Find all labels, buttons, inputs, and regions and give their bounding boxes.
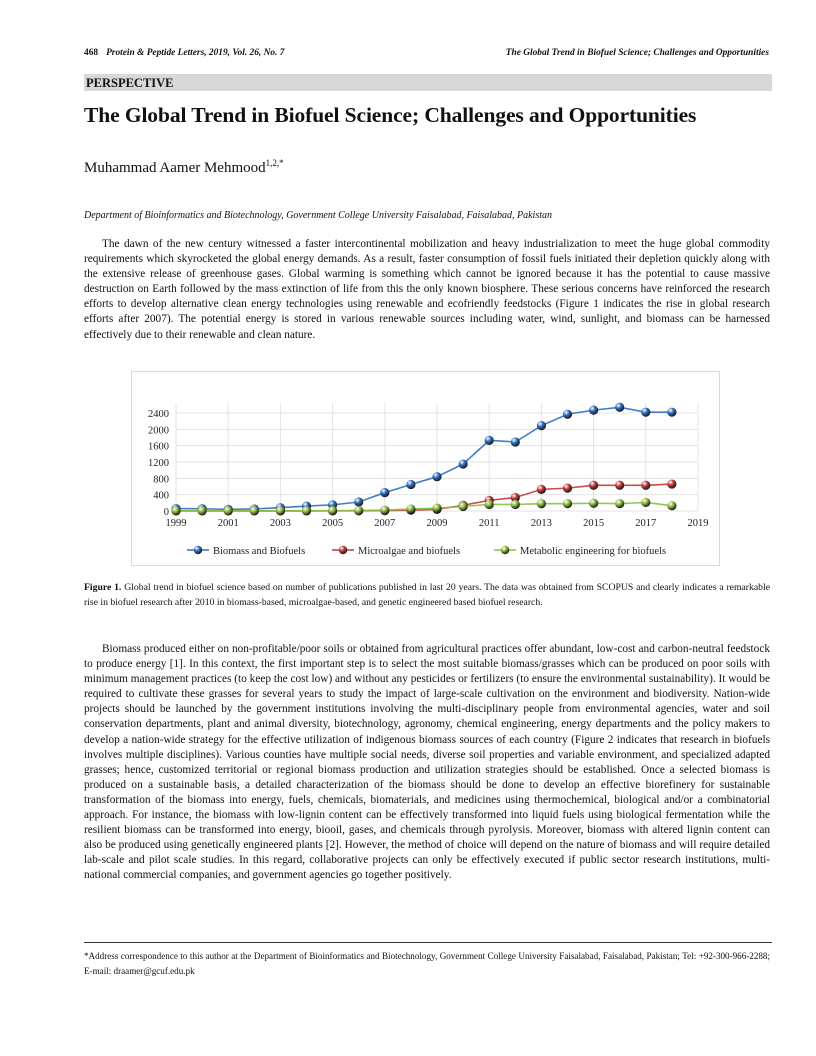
- figure-label: Figure 1.: [84, 582, 122, 593]
- x-axis-labels: [166, 518, 709, 529]
- running-head: [84, 48, 769, 58]
- journal-citation: 468 Protein & Peptide Letters, 2019, Vol. 26, No. 7: [84, 48, 285, 58]
- data-point: [511, 500, 520, 509]
- svg-text:2011: 2011: [478, 518, 500, 529]
- author-affiliation-marks: 1,2,*: [265, 158, 284, 168]
- legend-label: Microalgae and biofuels: [358, 546, 461, 557]
- figure-caption: [84, 580, 770, 610]
- data-point: [354, 506, 363, 515]
- data-point: [667, 479, 676, 488]
- svg-text:0: 0: [163, 507, 169, 518]
- data-point: [563, 499, 572, 508]
- svg-text:1600: 1600: [148, 441, 169, 453]
- data-point: [406, 504, 415, 513]
- data-point: [615, 481, 624, 490]
- author-line: [84, 158, 284, 177]
- data-point: [198, 506, 207, 515]
- article-title: The Global Trend in Biofuel Science; Challenges and Opportunities: [84, 103, 697, 127]
- data-point: [432, 472, 441, 481]
- data-point: [615, 499, 624, 508]
- figure-caption-text: Global trend in biofuel science based on number of publications published in last 20 years. The data was obtained from SCOPUS and clearly indicates a remarkable rise in biofuel research after 2010 in biomass-based, microalgae-based, and genetic engineered based biofuel research.: [84, 582, 771, 608]
- data-point: [589, 481, 598, 490]
- data-point: [406, 480, 415, 489]
- data-point: [667, 408, 676, 417]
- y-axis-labels: [148, 409, 169, 518]
- affiliation: Department of Bioinformatics and Biotechnology, Government College University Faisalabad, Faisalabad, Pakistan: [84, 210, 552, 221]
- body-paragraph-2: Biomass produced either on non-profitable/poor soils or obtained from agricultural practices offer abundant, low-cost and carbon-neutral feedstock to produce energy [1]. In this context, the first important step is to select the most suitable biomass/grasses which can be produced on poor soils with minimum management practices (to keep the cost low) and without any pesticides or fertilizers (to ensure the environmental sustainability). It would be required to cultivate these grasses for several years to study the impact of large-scale cultivation on the environment and biodiversity. Nation-wide projects should be launched by the government institutions involving the multi-disciplinary people from environmental agencies, water and soil conservation departments, plant and animal diversity, biotechnology, agronomy, chemical engineering, energy departments and the policy makers to develop a nation-wide strategy for the effective utilization of indigenous biomass sources of each country (Figure 2 indicates that research in biofuels involves multiple disciplines). Various counties have multiple social needs, diverse soil properties and variable environment, and specialized adapted grasses; hence, customized territorial or regional biomass production and utilization strategies should be established. Once a selected biomass is produced on a sustainable basis, a detailed characterization of the biomass should be done to develop an effective biorefinery for sustainable transformation of the biomass into energy, fuels, chemicals, biomaterials, and medicines using thermochemical, biological and/or a combinatorial approach. For instance, the biomass with low-lignin content can be effectively transformed into liquid fuels using biological fermentation while the resilient biomass can be transformed into energy, biooil, gases, and chemicals through pyrolysis. Moreover, biomass with altered lignin content can also be produced using genetically engineered plants [2]. However, the method of choice will depend on the nature of biomass and will require detailed lab-scale and pilot scale studies. In this regard, collaborative projects can only be effectively executed if public sector research institutions, multi-national commercial companies, and government agencies go together positively.: [84, 643, 770, 882]
- data-point: [641, 498, 650, 507]
- section-label: PERSPECTIVE: [84, 74, 772, 91]
- chart-legend: [187, 546, 666, 557]
- svg-text:2015: 2015: [583, 518, 605, 529]
- author-name: Muhammad Aamer Mehmood: [84, 160, 266, 176]
- data-point: [328, 506, 337, 515]
- data-point: [563, 410, 572, 419]
- series-biomass-and-biofuels: [171, 403, 676, 514]
- svg-text:2005: 2005: [322, 518, 344, 529]
- data-point: [667, 501, 676, 510]
- svg-text:2003: 2003: [269, 518, 291, 529]
- svg-text:2013: 2013: [530, 518, 552, 529]
- svg-text:2400: 2400: [148, 409, 169, 420]
- data-point: [432, 504, 441, 513]
- data-point: [485, 436, 494, 445]
- data-point: [171, 506, 180, 515]
- data-point: [302, 506, 311, 515]
- svg-text:2000: 2000: [148, 425, 169, 437]
- svg-text:2007: 2007: [374, 518, 396, 529]
- data-point: [589, 406, 598, 415]
- data-point: [354, 497, 363, 506]
- body-paragraph-1: The dawn of the new century witnessed a faster intercontinental mobilization and heavy industrialization to meet the huge global commodity requirements which skyrocketed the global energy demands. As a result, faster consumption of fossil fuels initiated their depletion quickly along with the extensive release of greenhouse gases. Global warming is something which cannot be ignored because it has the potential to cause massive destruction on Earth followed by the mass extinction of life from this the only known biosphere. These serious concerns have reinforced the research efforts to develop alternative clean energy technologies using renewable and ecofriendly feedstocks (Figure 1 indicates the rise in global research efforts after 2007). The potential energy is stored in various renewable sources including water, wind, sunlight, and biomass can be harnessed effectively due to their renewable and clean nature.: [84, 238, 770, 341]
- data-point: [485, 500, 494, 509]
- legend-label: Metabolic engineering for biofuels: [520, 546, 667, 557]
- svg-text:2019: 2019: [687, 518, 709, 529]
- data-point: [563, 484, 572, 493]
- svg-text:1999: 1999: [165, 518, 187, 529]
- data-point: [459, 459, 468, 468]
- gridlines: [176, 403, 698, 511]
- svg-text:400: 400: [153, 490, 169, 502]
- correspondence-footnote: *Address correspondence to this author at the Department of Bioinformatics and Biotechnology, Government College University Faisalabad, Faisalabad, Pakistan; Tel: +92-300-966-2288; E-mail: draamer@gcuf.edu.pk: [84, 951, 770, 976]
- data-point: [276, 506, 285, 515]
- svg-text:2009: 2009: [426, 518, 448, 529]
- page-number: 468: [84, 48, 99, 58]
- legend-marker-icon: [501, 546, 509, 554]
- data-point: [537, 421, 546, 430]
- legend-label: Biomass and Biofuels: [213, 546, 306, 557]
- data-point: [589, 499, 598, 508]
- svg-text:800: 800: [153, 474, 169, 486]
- data-point: [250, 506, 259, 515]
- data-point: [511, 437, 520, 446]
- data-point: [641, 481, 650, 490]
- svg-text:2001: 2001: [217, 518, 239, 529]
- data-point: [224, 506, 233, 515]
- data-point: [380, 506, 389, 515]
- data-point: [537, 485, 546, 494]
- legend-marker-icon: [339, 546, 347, 554]
- svg-text:2017: 2017: [635, 518, 657, 529]
- data-point: [380, 488, 389, 497]
- svg-text:1200: 1200: [148, 458, 169, 469]
- footnote-divider: [84, 942, 772, 943]
- data-point: [641, 408, 650, 417]
- data-point: [615, 403, 624, 412]
- line-chart: [132, 372, 719, 565]
- data-point: [459, 502, 468, 511]
- running-title: The Global Trend in Biofuel Science; Challenges and Opportunities: [505, 48, 769, 58]
- figure-1-chart: [131, 371, 720, 566]
- series-metabolic-engineering-for-biofuels: [171, 498, 676, 516]
- data-point: [537, 499, 546, 508]
- legend-marker-icon: [194, 546, 202, 554]
